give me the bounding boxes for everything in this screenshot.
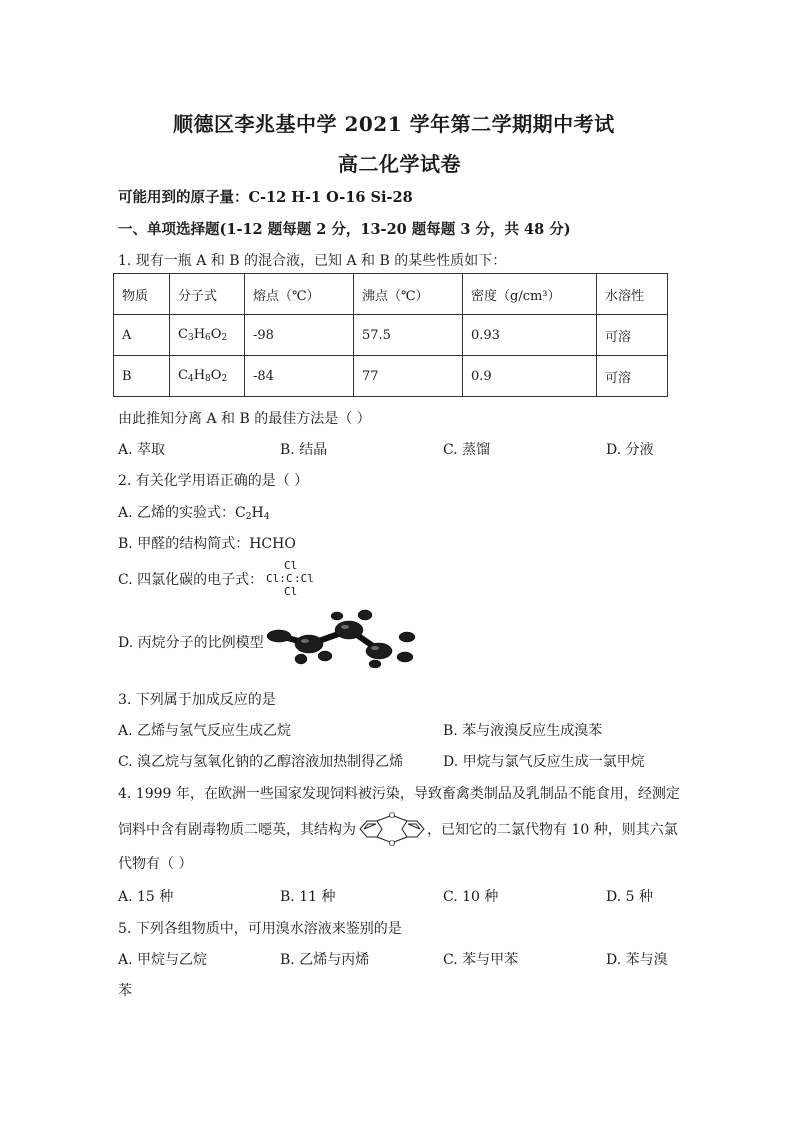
q1-option-b: B. 结晶	[280, 442, 328, 458]
q4-option-a: A. 15 种	[118, 889, 174, 905]
q4-line1: 4. 1999 年，在欧洲一些国家发现饲料被污染，导致畜禽类制品及乳制品不能食用，经测定	[118, 786, 680, 802]
q4-line2a: 饲料中含有剧毒物质二噁英，其结构为	[118, 822, 356, 838]
table-cell-mp: -98	[245, 315, 354, 356]
q3-option-d: D. 甲烷与氯气反应生成一氯甲烷	[443, 754, 645, 770]
q4-line3: 代物有（ ）	[118, 856, 193, 872]
q5-option-d-wrap: 苯	[118, 983, 132, 999]
table-header-cell: 水溶性	[597, 274, 668, 315]
table-cell-formula: $C_3H_6O_2$	[170, 315, 245, 356]
table-header-cell: 分子式	[170, 274, 245, 315]
propane-model-image	[265, 606, 425, 668]
ccl4-electron-formula	[266, 561, 322, 597]
lewis-right: :Cl	[294, 572, 314, 585]
q2-option-a: A. 乙烯的实验式：$C_2H_4$	[118, 505, 270, 522]
table-cell-solubility: 可溶	[597, 356, 668, 397]
table-header-cell: 物质	[114, 274, 170, 315]
q2-option-d: D. 丙烷分子的比例模型	[118, 635, 264, 651]
q4-line2b: ，已知它的二氯代物有 10 种，则其六氯	[427, 822, 678, 838]
table-row	[114, 315, 668, 356]
table-cell-name: A	[114, 315, 170, 356]
table-header-row	[114, 274, 668, 315]
page-subtitle: 高二化学试卷	[338, 152, 461, 176]
dioxin-o-label: O	[388, 811, 396, 820]
table-cell-solubility: 可溶	[597, 315, 668, 356]
q4-option-c: C. 10 种	[443, 889, 499, 905]
q3-option-b: B. 苯与液溴反应生成溴苯	[443, 723, 603, 739]
q5-option-b: B. 乙烯与丙烯	[280, 952, 370, 968]
q2-stem: 2. 有关化学用语正确的是（ ）	[118, 473, 309, 489]
table-cell-formula: $C_4H_8O_2$	[170, 356, 245, 397]
properties-table	[113, 273, 668, 397]
lewis-center: C	[286, 572, 293, 585]
dioxin-structure-image	[356, 808, 428, 850]
q5-option-a: A. 甲烷与乙烷	[118, 952, 208, 968]
dioxin-o-label: O	[388, 839, 396, 848]
q3-stem: 3. 下列属于加成反应的是	[118, 692, 276, 708]
table-cell-mp: -84	[245, 356, 354, 397]
q1-option-d: D. 分液	[606, 442, 654, 458]
table-cell-density: 0.9	[463, 356, 597, 397]
q5-option-c: C. 苯与甲苯	[443, 952, 519, 968]
q2-option-c: C. 四氯化碳的电子式：	[118, 572, 264, 588]
q1-option-a: A. 萃取	[118, 442, 166, 458]
table-cell-bp: 77	[354, 356, 463, 397]
table-header-cell: 密度（g/cm³）	[463, 274, 597, 315]
q3-option-c: C. 溴乙烷与氢氧化钠的乙醇溶液加热制得乙烯	[118, 754, 404, 770]
q3-option-a: A. 乙烯与氢气反应生成乙烷	[118, 723, 292, 739]
q1-stem: 1. 现有一瓶 A 和 B 的混合液，已知 A 和 B 的某些性质如下：	[118, 253, 507, 269]
q4-option-b: B. 11 种	[280, 889, 336, 905]
q1-option-c: C. 蒸馏	[443, 442, 491, 458]
table-cell-name: B	[114, 356, 170, 397]
table-cell-density: 0.93	[463, 315, 597, 356]
table-header-cell: 沸点（℃）	[354, 274, 463, 315]
lewis-left: Cl:	[266, 572, 286, 585]
q4-option-d: D. 5 种	[606, 889, 653, 905]
table-cell-bp: 57.5	[354, 315, 463, 356]
section-heading: 一、单项选择题(1-12 题每题 2 分，13-20 题每题 3 分，共 48 分)	[118, 221, 571, 238]
table-header-cell: 熔点（℃）	[245, 274, 354, 315]
atomic-mass-note: 可能用到的原子量：C-12 H-1 O-16 Si-28	[118, 189, 413, 206]
q1-question: 由此推知分离 A 和 B 的最佳方法是（ ）	[118, 411, 371, 427]
q2-option-b: B. 甲醛的结构简式：HCHO	[118, 536, 296, 552]
page-title: 顺德区李兆基中学 2021 学年第二学期期中考试	[173, 112, 615, 136]
table-row	[114, 356, 668, 397]
lewis-bottom: Cl	[284, 585, 298, 598]
q5-stem: 5. 下列各组物质中，可用溴水溶液来鉴别的是	[118, 921, 402, 937]
lewis-top: Cl	[284, 559, 298, 572]
q5-option-d: D. 苯与溴	[606, 952, 668, 968]
